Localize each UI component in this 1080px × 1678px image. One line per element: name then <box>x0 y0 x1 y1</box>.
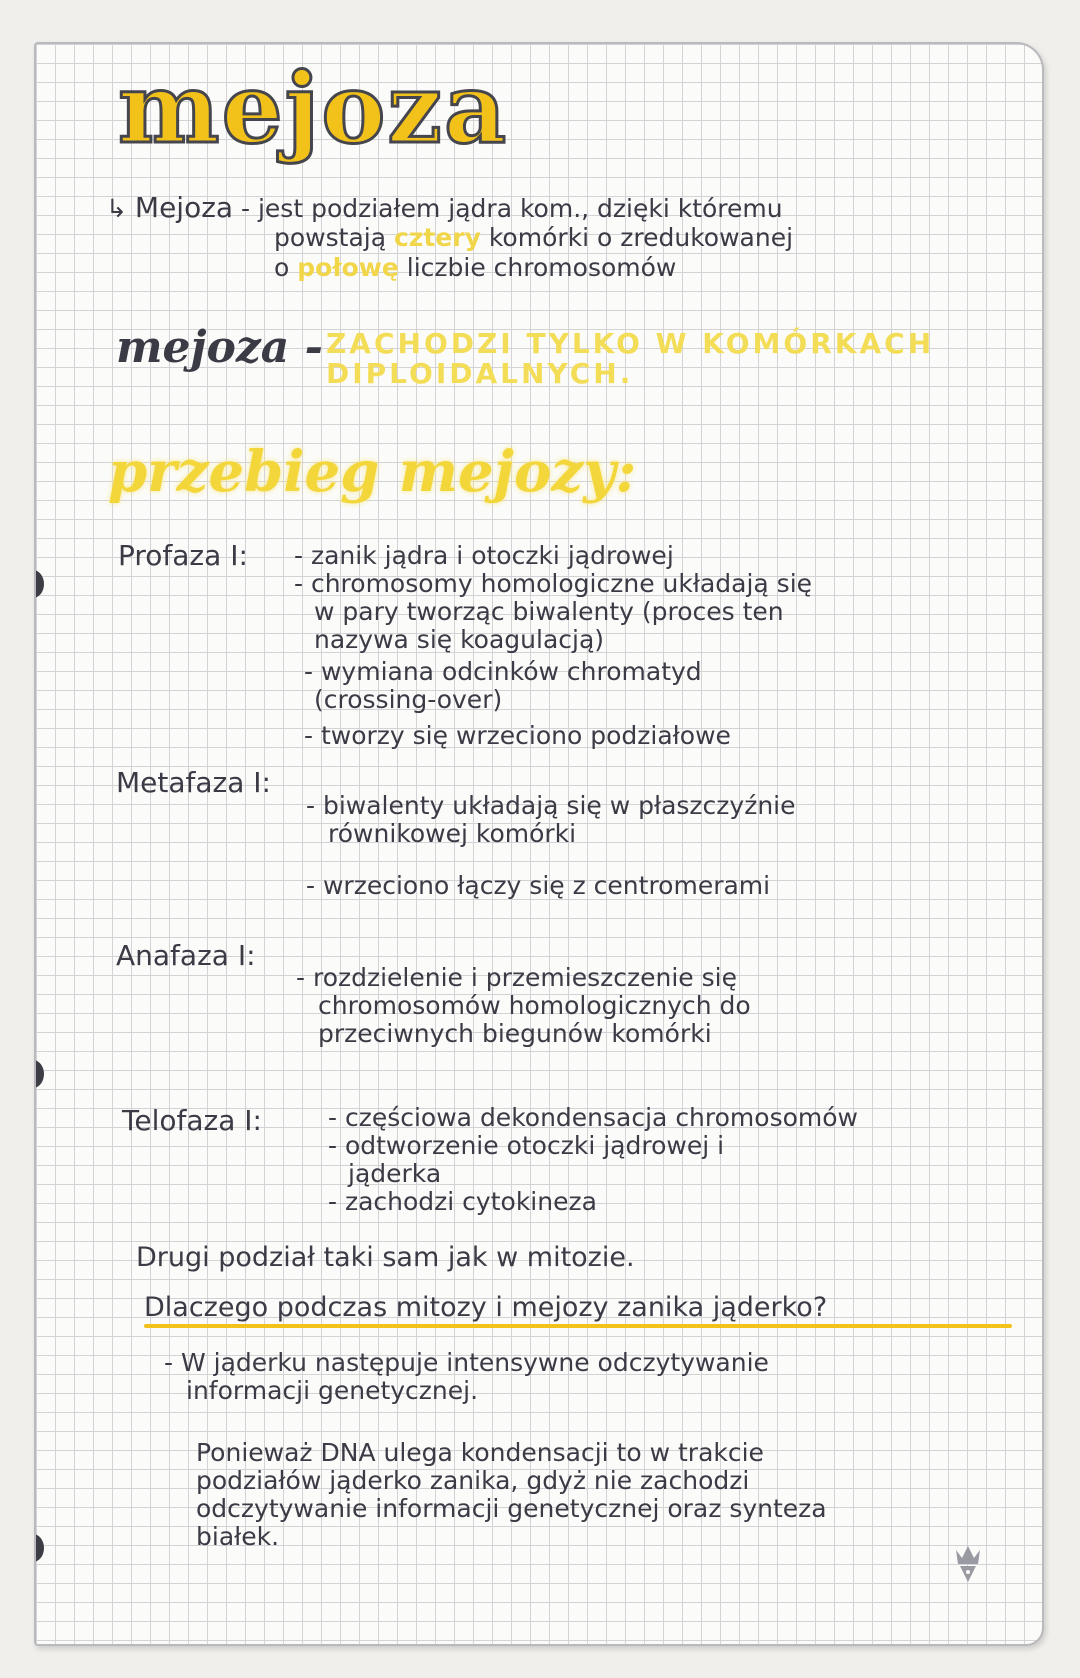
definition-line-3: o połowę liczbie chromosomów <box>274 253 677 282</box>
question-text: Dlaczego podczas mitozy i mejozy zanika jąderko? <box>144 1292 828 1323</box>
question-underline <box>144 1324 1012 1328</box>
phase-name: Anafaza I: <box>116 939 256 972</box>
phase-line: - rozdzielenie i przemieszczenie się <box>296 963 737 992</box>
phase-line: równikowej komórki <box>328 819 577 848</box>
phase-name: Telofaza I: <box>122 1104 262 1137</box>
phase-line: - biwalenty układają się w płaszczyźnie <box>306 791 796 820</box>
phase-line: chromosomów homologicznych do <box>318 991 751 1020</box>
phase-line: - chromosomy homologiczne układają się <box>294 569 813 598</box>
phase-line: (crossing-over) <box>314 685 503 714</box>
second-division-note: Drugi podział taki sam jak w mitozie. <box>136 1242 635 1273</box>
phase-line: - zanik jądra i otoczki jądrowej <box>294 541 674 570</box>
answer-line: Ponieważ DNA ulega kondensacji to w trakcie <box>196 1438 764 1467</box>
note-term: mejoza - <box>116 322 323 373</box>
phase-name: Metafaza I: <box>116 766 271 799</box>
phase-line: nazywa się koagulacją) <box>314 625 605 654</box>
binder-hole <box>34 1060 44 1088</box>
binder-hole <box>34 1534 44 1562</box>
definition-term: Mejoza <box>134 191 234 224</box>
highlight-word: cztery <box>393 223 481 252</box>
phase-line: - wymiana odcinków chromatyd <box>304 657 702 686</box>
phase-line: - częściowa dekondensacja chromosomów <box>328 1103 858 1132</box>
phase-line: jąderka <box>348 1159 442 1188</box>
section-title: przebieg mejozy: <box>108 439 637 505</box>
answer-line: odczytywanie informacji genetycznej oraz synteza <box>196 1494 827 1523</box>
phase-line: w pary tworząc biwalenty (proces ten <box>314 597 784 626</box>
definition-line-2: powstają cztery komórki o zredukowanej <box>274 223 794 252</box>
phase-line: - tworzy się wrzeciono podziałowe <box>304 721 731 750</box>
phase-line: - zachodzi cytokineza <box>328 1187 597 1216</box>
definition-block <box>106 191 783 224</box>
phase-line: przeciwnych biegunów komórki <box>318 1019 712 1048</box>
binder-hole <box>34 570 44 598</box>
note-line: ZACHODZI TYLKO W KOMÓRKACH <box>326 327 935 360</box>
answer-line: podziałów jąderko zanika, gdyż nie zachodzi <box>196 1466 750 1495</box>
answer-line: informacji genetycznej. <box>186 1376 479 1405</box>
highlight-word: połowę <box>297 253 399 282</box>
notebook-page <box>34 42 1044 1646</box>
phase-line: - odtworzenie otoczki jądrowej i <box>328 1131 725 1160</box>
note-line: DIPLOIDALNYCH. <box>326 357 634 390</box>
definition-line: - jest podziałem jądra kom., dzięki któremu <box>241 194 783 223</box>
answer-line: białek. <box>196 1522 280 1551</box>
arrow-icon: ↳ <box>106 194 127 223</box>
crown-pen-icon <box>954 1544 982 1593</box>
phase-line: - wrzeciono łączy się z centromerami <box>306 871 771 900</box>
page-title: mejoza <box>118 52 509 165</box>
answer-line: - W jąderku następuje intensywne odczytywanie <box>164 1348 769 1377</box>
phase-name: Profaza I: <box>118 539 248 572</box>
